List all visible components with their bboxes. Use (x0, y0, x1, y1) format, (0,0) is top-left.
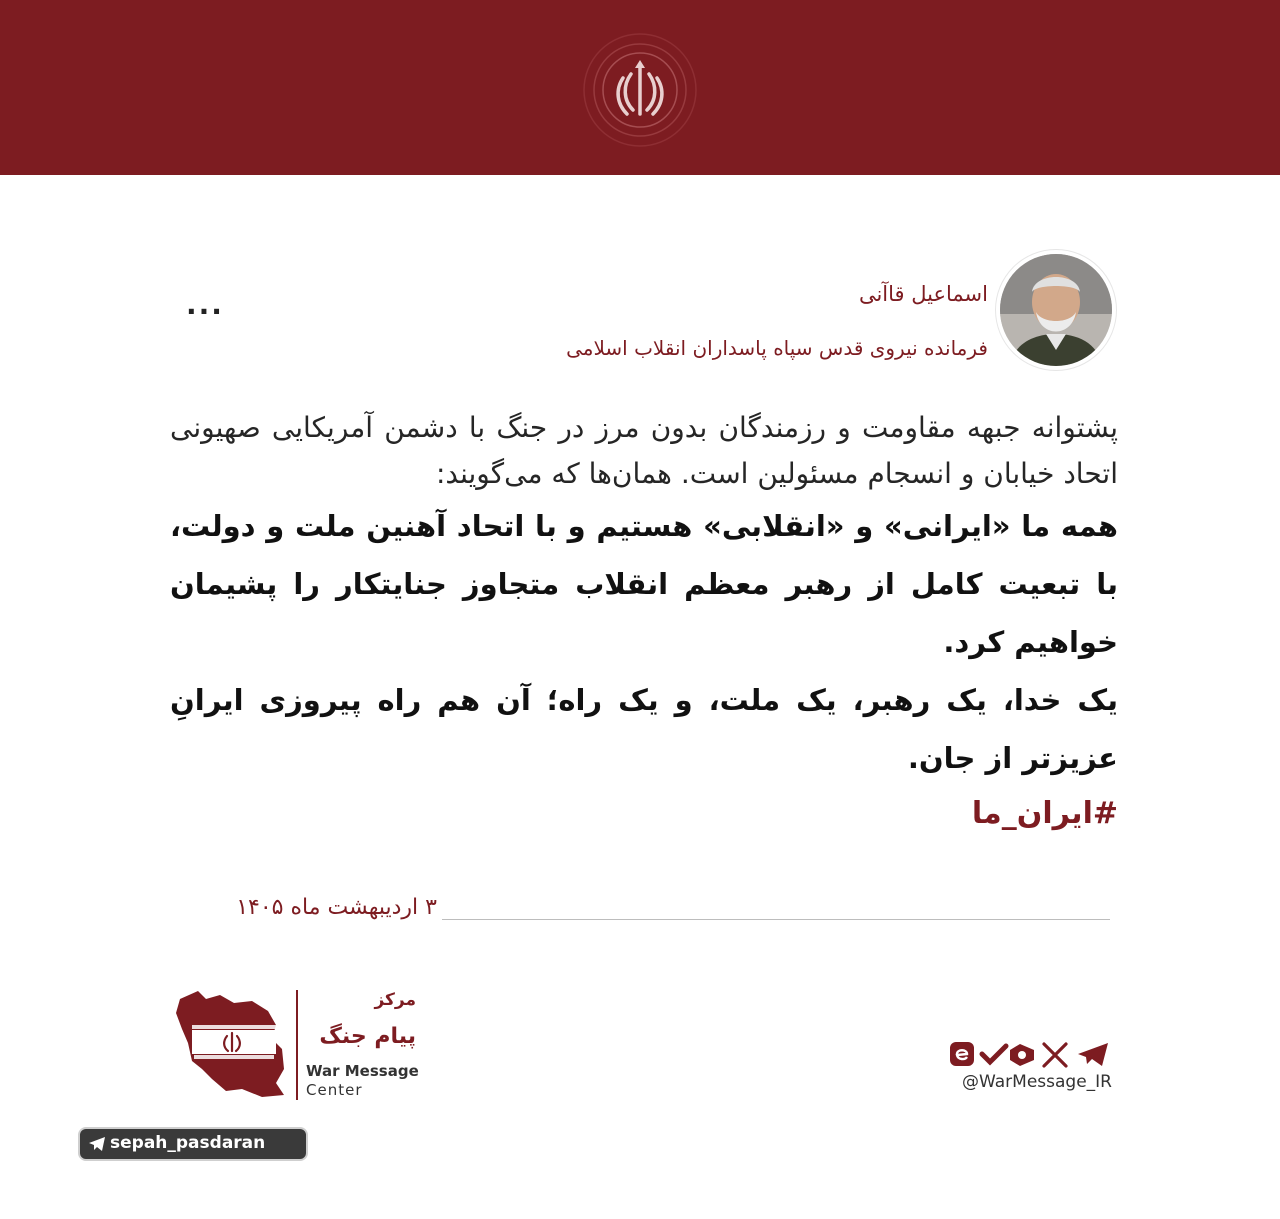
channel-tag-label: sepah_pasdaran (110, 1133, 266, 1153)
social-handle[interactable]: @WarMessage_IR (962, 1072, 1112, 1092)
logo-en-line1: War Message (306, 1062, 419, 1080)
header-banner (0, 0, 1280, 175)
post-paragraph-2: همه ما «ایرانی» و «انقلابی» هستیم و با اتحاد آهنین ملت و دولت، با تبعیت کامل از رهبر معظم انقلاب متجاوز جنایتکار را پشیمان خواهیم کرد. (170, 509, 1118, 659)
date-divider (442, 919, 1110, 920)
portrait-image (1000, 254, 1112, 366)
post-date: ۳ اردیبهشت ماه ۱۴۰۵ (236, 895, 437, 920)
eitaa-icon[interactable] (950, 1042, 974, 1066)
author-avatar[interactable] (996, 250, 1116, 370)
x-icon[interactable] (1044, 1044, 1066, 1066)
social-icons (948, 1040, 1112, 1068)
post-paragraph-3: یک خدا، یک رهبر، یک ملت، و یک راه؛ آن هم راه پیروزی ایرانِ عزیزتر از جان. (170, 683, 1118, 775)
iran-emblem-icon (575, 30, 705, 150)
iran-map-logo-icon (172, 985, 290, 1103)
author-role: فرمانده نیروی قدس سپاه پاسداران انقلاب اسلامی (566, 336, 988, 360)
more-options-button[interactable]: ... (186, 288, 224, 321)
telegram-icon (88, 1135, 106, 1153)
post-paragraph-1: پشتوانه جبهه مقاومت و رزمندگان بدون مرز در جنگ با دشمن آمریکایی صهیونی اتحاد خیابان و انسجام مسئولین است. همان‌ها که می‌گویند: (170, 411, 1118, 490)
logo-fa-line1: مرکز (374, 990, 416, 1010)
post-body (170, 405, 1118, 841)
logo-en-line2: Center (306, 1081, 363, 1099)
rubika-icon[interactable] (1010, 1044, 1034, 1066)
logo-fa-line2: پیام جنگ (319, 1024, 416, 1049)
post-hashtag[interactable]: #ایران_ما (971, 796, 1118, 831)
telegram-icon[interactable] (1078, 1043, 1108, 1066)
check-icon[interactable] (982, 1046, 1006, 1062)
author-name[interactable]: اسماعیل قاآنی (858, 282, 988, 306)
channel-tag[interactable] (78, 1127, 308, 1161)
logo-divider (296, 990, 298, 1100)
